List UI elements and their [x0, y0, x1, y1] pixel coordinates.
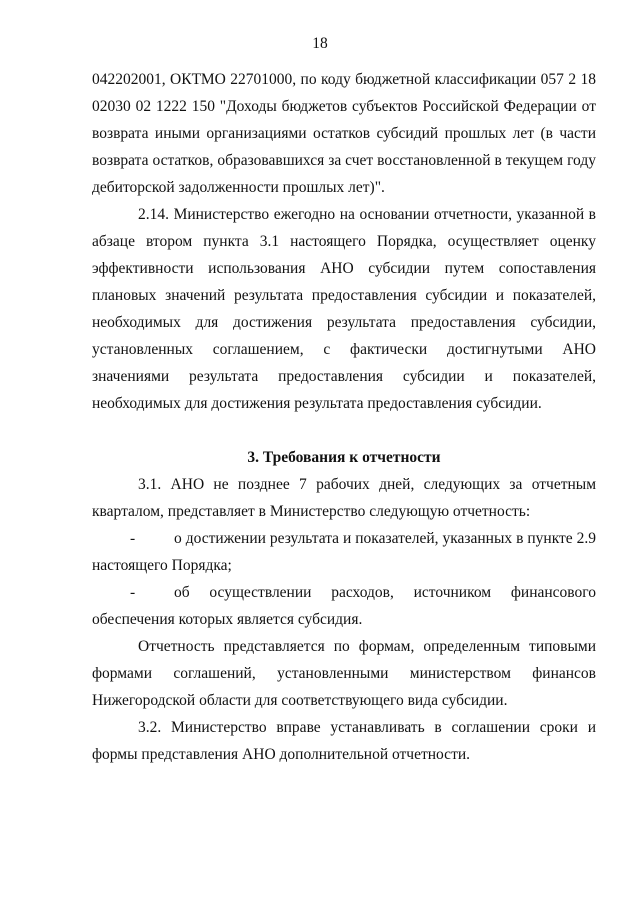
paragraph-report-forms: Отчетность представляется по формам, определенным типовыми формами соглашений, установленными министерством финансов Нижегородской области для соответствующего вида субсидии.: [92, 638, 596, 709]
bullet-text: о достижении результата и показателей, указанных в пункте 2.9 настоящего Порядка;: [92, 530, 596, 574]
document-body: [92, 66, 596, 768]
paragraph-continuation: 042202001, ОКТМО 22701000, по коду бюджетной классификации 057 2 18 02030 02 1222 150 "Доходы бюджетов субъектов Российской Федерации от возврата иными организациями остатков субсидий прошлых лет (в части возврата остатков, образовавшихся за счет восстановленной в текущем году дебиторской задолженности прошлых лет)".: [92, 71, 596, 196]
bullet-item-expenses: [92, 579, 596, 633]
page-number: 18: [312, 35, 328, 52]
bullet-item-results: [92, 525, 596, 579]
bullet-text: об осуществлении расходов, источником финансового обеспечения которых является субсидия.: [92, 584, 596, 628]
bullet-dash: -: [130, 530, 136, 547]
section-heading: 3. Требования к отчетности: [247, 449, 441, 466]
paragraph-2-14: 2.14. Министерство ежегодно на основании отчетности, указанной в абзаце втором пункта 3.1 настоящего Порядка, осуществляет оценку эффективности использования АНО субсидии путем сопоставления плановых значений результата предоставления субсидии и показателей, необходимых для достижения результата предоставления субсидии, установленных соглашением, с фактически достигнутыми АНО значениями результата предоставления субсидии и показателей, необходимых для достижения результата предоставления субсидии.: [92, 206, 596, 412]
paragraph-3-1: 3.1. АНО не позднее 7 рабочих дней, следующих за отчетным кварталом, представляет в Министерство следующую отчетность:: [92, 476, 596, 520]
paragraph-3-2: 3.2. Министерство вправе устанавливать в соглашении сроки и формы представления АНО дополнительной отчетности.: [92, 719, 596, 763]
bullet-dash: -: [130, 584, 136, 601]
